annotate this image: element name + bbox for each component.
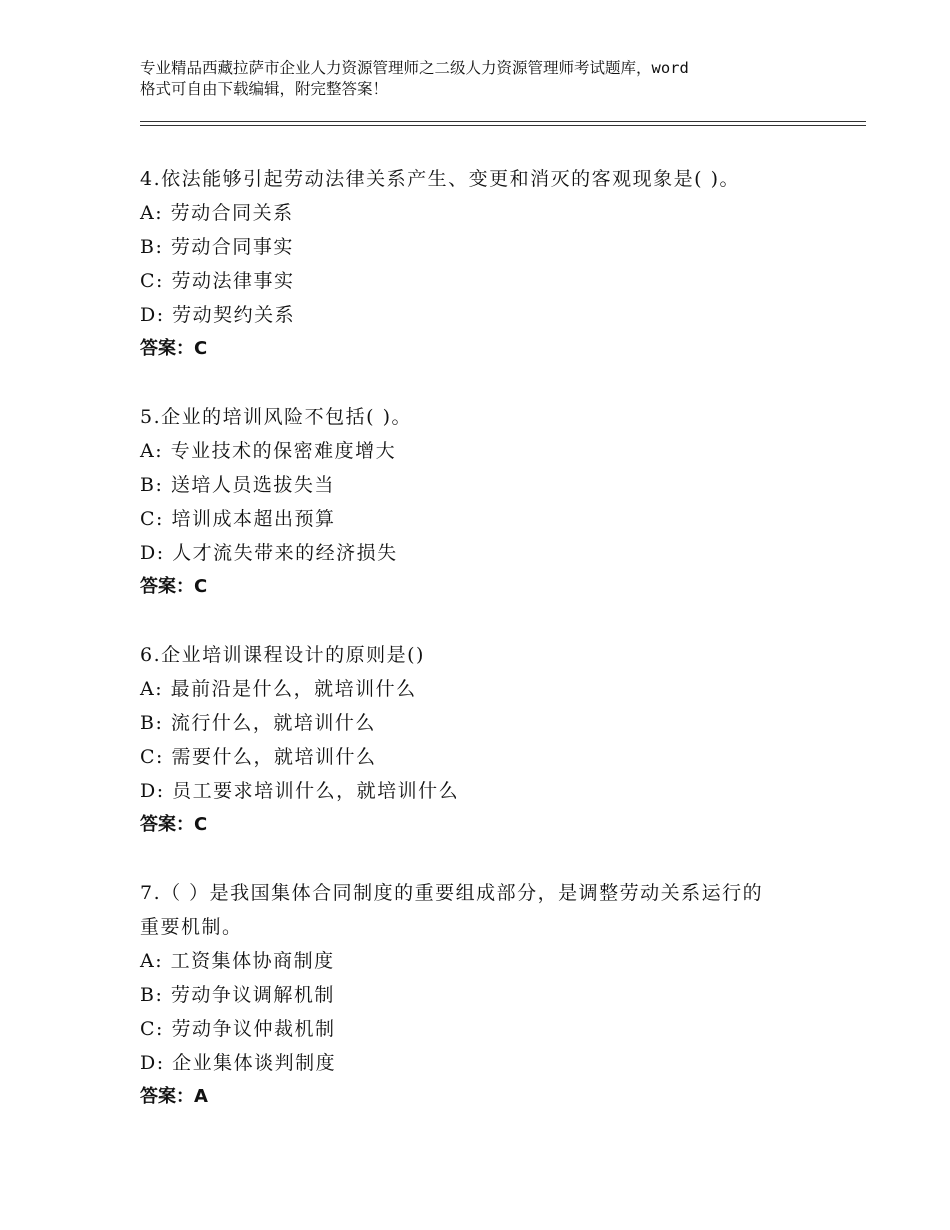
answer-line — [140, 808, 840, 842]
header-divider-bottom — [140, 125, 866, 126]
question-5 — [140, 400, 840, 604]
option-c: C: 劳动法律事实 — [140, 270, 295, 292]
answer-label: 答案： — [140, 1086, 194, 1107]
option-b: B: 劳动争议调解机制 — [140, 984, 335, 1006]
question-stem: 5.企业的培训风险不包括( )。 — [140, 406, 412, 428]
option-a: A: 劳动合同关系 — [140, 202, 294, 224]
option-c: C: 需要什么，就培训什么 — [140, 746, 377, 768]
option-d: D: 人才流失带来的经济损失 — [140, 542, 398, 564]
option-d: D: 企业集体谈判制度 — [140, 1052, 337, 1074]
question-list — [140, 162, 840, 1114]
answer-label: 答案： — [140, 576, 194, 597]
header-line-2: 格式可自由下载编辑，附完整答案！ — [140, 80, 389, 98]
option-b: B: 劳动合同事实 — [140, 236, 294, 258]
header-line-1: 专业精品西藏拉萨市企业人力资源管理师之二级人力资源管理师考试题库，word — [140, 59, 689, 77]
option-c: C: 劳动争议仲裁机制 — [140, 1018, 336, 1040]
question-stem: 6.企业培训课程设计的原则是() — [140, 644, 425, 666]
option-b: B: 送培人员选拔失当 — [140, 474, 335, 496]
option-b: B: 流行什么，就培训什么 — [140, 712, 376, 734]
question-stem-continued: 重要机制。 — [140, 916, 243, 938]
answer-value: A — [194, 1086, 208, 1107]
document-header — [140, 58, 830, 100]
question-stem: 4.依法能够引起劳动法律关系产生、变更和消灭的客观现象是( )。 — [140, 168, 740, 190]
option-a: A: 工资集体协商制度 — [140, 950, 335, 972]
option-a: A: 专业技术的保密难度增大 — [140, 440, 397, 462]
question-stem: 7.（ ）是我国集体合同制度的重要组成部分，是调整劳动关系运行的 — [140, 882, 764, 904]
answer-value: C — [194, 814, 208, 835]
answer-line — [140, 570, 840, 604]
answer-line — [140, 1080, 840, 1114]
answer-value: C — [194, 576, 208, 597]
question-6 — [140, 638, 840, 842]
answer-value: C — [194, 338, 208, 359]
option-d: D: 劳动契约关系 — [140, 304, 296, 326]
option-c: C: 培训成本超出预算 — [140, 508, 336, 530]
question-4 — [140, 162, 840, 366]
answer-line — [140, 332, 840, 366]
answer-label: 答案： — [140, 814, 194, 835]
question-7 — [140, 876, 840, 1114]
answer-label: 答案： — [140, 338, 194, 359]
option-d: D: 员工要求培训什么，就培训什么 — [140, 780, 460, 802]
option-a: A: 最前沿是什么，就培训什么 — [140, 678, 417, 700]
header-divider-top — [140, 121, 866, 122]
